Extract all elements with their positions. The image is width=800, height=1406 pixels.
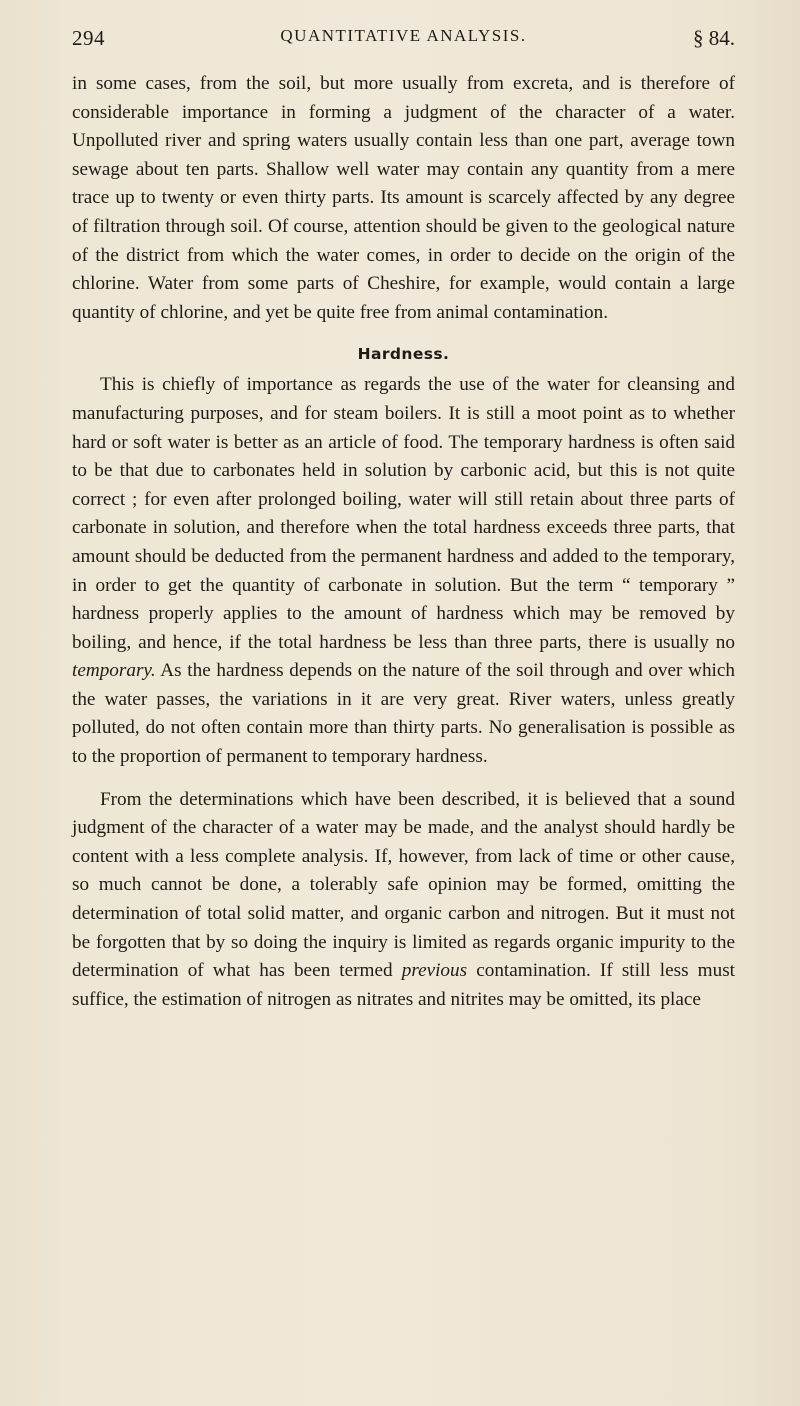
- paragraph-determinations-text-a: From the determinations which have been described, it is believed that a sound judgment of the character of a water may be made, and the analyst should hardly be content with a less complete analysis. If, however, from lack of time or other cause, so much cannot be done, a tolerably safe opinion may be formed, omitting the determination of total solid matter, and organic carbon and nitrogen. But it must not be forgotten that by so doing the inquiry is limited as regards organic impurity to the determination of what has been termed: [72, 788, 735, 982]
- section-heading-hardness: Hardness.: [357, 345, 450, 364]
- paragraph-hardness: [72, 371, 735, 771]
- paragraph-chlorine-continued: in some cases, from the soil, but more usually from excreta, and is therefore of considerable importance in forming a judgment of the character of a water. Unpolluted river and spring waters usually contain less than one part, average town sewage about ten parts. Shallow well water may contain any quantity from a mere trace up to twenty or even thirty parts. Its amount is scarcely affected by any degree of filtration through soil. Of course, attention should be given to the geological nature of the district from which the water comes, in order to decide on the origin of the chlorine. Water from some parts of Cheshire, for example, would contain a large quantity of chlorine, and yet be quite free from animal contamination.: [72, 73, 735, 323]
- paragraph-hardness-italic: temporary.: [72, 660, 156, 682]
- paragraph-determinations-italic: previous: [401, 960, 468, 982]
- paragraph-determinations-text-b: contamination. If still less must suffice, the estimation of nitrogen as nitrates and nitrites may be omitted, its place: [72, 960, 735, 1010]
- paragraph-hardness-text-a: This is chiefly of importance as regards the use of the water for cleansing and manufacturing purposes, and for steam boilers. It is still a moot point as to whether hard or soft water is better as an article of food. The temporary hardness is often said to be that due to carbonates held in solution by carbonic acid, but this is not quite correct ; for even after prolonged boiling, water will still retain about three parts of carbonate in solution, and therefore when the total hardness exceeds three parts, that amount should be deducted from the permanent hardness and added to the temporary, in order to get the quantity of carbonate in solution. But the term “ temporary ” hardness properly applies to the amount of hardness which may be removed by boiling, and hence, if the total hardness be less than three parts, there is usually no: [72, 374, 735, 653]
- section-number: § 84.: [693, 26, 735, 50]
- paragraph-gap: [72, 772, 735, 786]
- running-title: QUANTITATIVE ANALYSIS.: [280, 26, 527, 45]
- paragraph-hardness-text-b: As the hardness depends on the nature of the soil through and over which the water passes, the variations in it are very great. River waters, unless greatly polluted, do not often contain more than thirty parts. No generalisation is possible as to the proportion of permanent to temporary hardness.: [72, 660, 735, 768]
- running-header: [72, 22, 735, 56]
- paragraph-determinations: [72, 786, 735, 1015]
- page-body: [72, 70, 735, 1014]
- page-number: 294: [72, 26, 105, 50]
